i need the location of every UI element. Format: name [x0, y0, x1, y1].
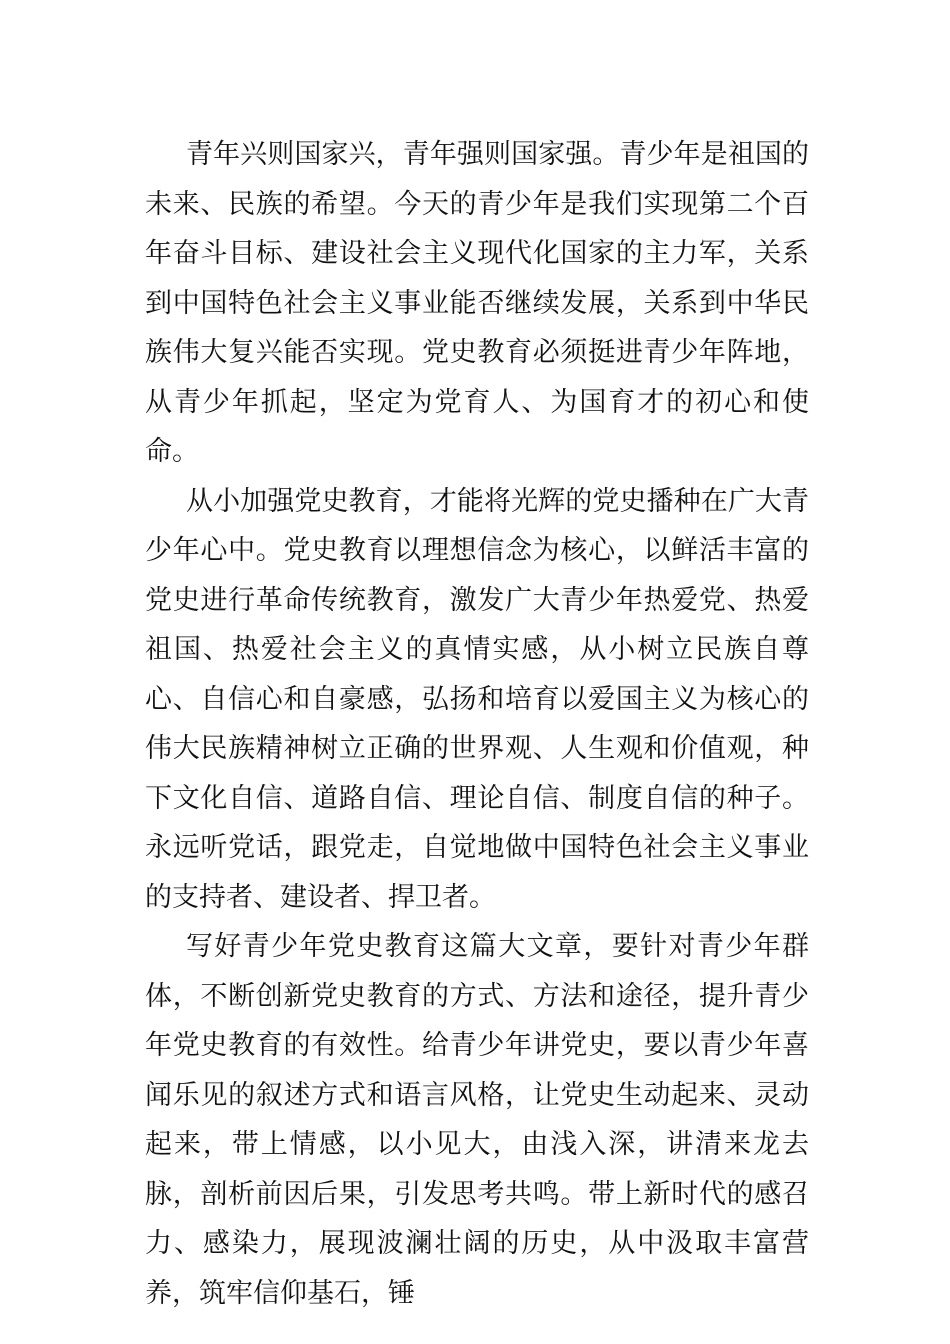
paragraph-3: 写好青少年党史教育这篇大文章，要针对青少年群体，不断创新党史教育的方式、方法和途径，提升青少年党史教育的有效性。给青少年讲党史，要以青少年喜闻乐见的叙述方式和语言风格，让党史生动起来、灵动起来，带上情感，以小见大，由浅入深，讲清来龙去脉，剖析前因后果，引发思考共鸣。带上新时代的感召力、感染力，展现波澜壮阔的历史，从中汲取丰富营养，筑牢信仰基石，锤	[145, 931, 809, 1309]
document-body	[145, 130, 809, 1318]
paragraph-1: 青年兴则国家兴，青年强则国家强。青少年是祖国的未来、民族的希望。今天的青少年是我们实现第二个百年奋斗目标、建设社会主义现代化国家的主力军，关系到中国特色社会主义事业能否继续发展，关系到中华民族伟大复兴能否实现。党史教育必须挺进青少年阵地，从青少年抓起，坚定为党育人、为国育才的初心和使命。	[145, 139, 809, 467]
paragraph-2: 从小加强党史教育，才能将光辉的党史播种在广大青少年心中。党史教育以理想信念为核心，以鲜活丰富的党史进行革命传统教育，激发广大青少年热爱党、热爱祖国、热爱社会主义的真情实感，从小树立民族自尊心、自信心和自豪感，弘扬和培育以爱国主义为核心的伟大民族精神树立正确的世界观、人生观和价值观，种下文化自信、道路自信、理论自信、制度自信的种子。永远听党话，跟党走，自觉地做中国特色社会主义事业的支持者、建设者、捍卫者。	[145, 485, 809, 913]
